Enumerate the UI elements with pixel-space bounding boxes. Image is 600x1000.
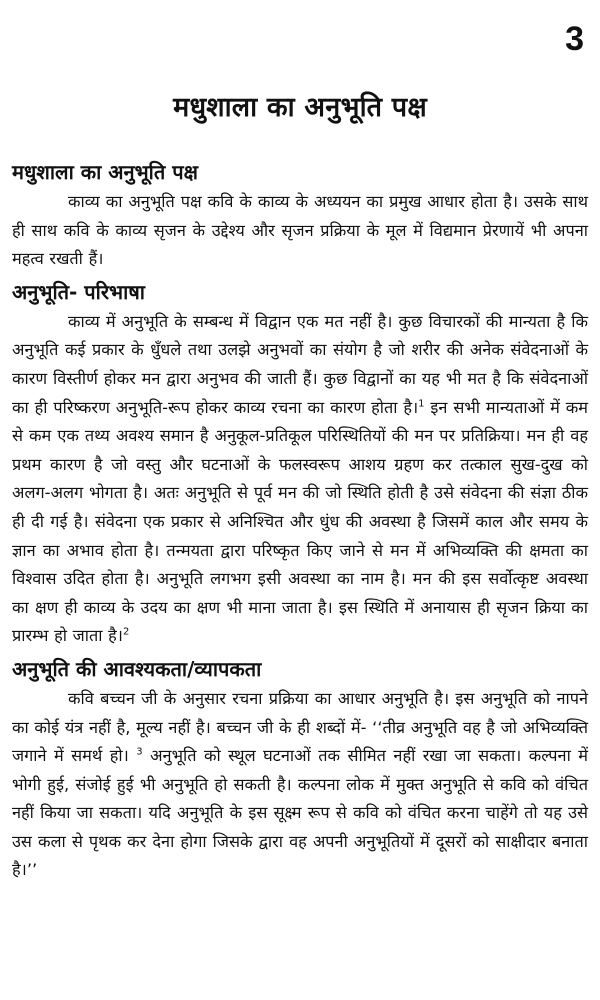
paragraph-text: अनुभूति को स्थूल घटनाओं तक सीमित नहीं रखा जा सकता। कल्पना में भोगी हुई, संजोई हुई भी अनुभूति हो सकती है। कल्पना लोक में मुक्त अनुभूति से कवि को वंचित नहीं किया जा सकता। यदि अनुभूति के इस सूक्ष्म रूप से कवि को वंचित करना चाहेंगे तो यह उसे उस कला से पृथक कर देना होगा जिसके द्वारा वह अपनी अनुभूतियों में दूसरों को साक्षीदार बनाता है।’’	[12, 746, 588, 880]
footnote-marker: 1	[418, 398, 425, 410]
footnote-marker: 2	[122, 626, 130, 638]
section-anubhuti-paribhasha	[12, 278, 588, 651]
page-content	[12, 158, 588, 889]
paragraph-text: कवि बच्चन जी के अनुसार रचना प्रक्रिया का आधार अनुभूति है। इस अनुभूति को नापने का कोई यंत्र नहीं है, मूल्य नहीं है। बच्चन जी के ही शब्दों में- ‘‘तीव्र अनुभूति वह है जो अभिव्यक्ति जगाने में समर्थ हो।	[12, 688, 588, 766]
section-heading: मधुशाला का अनुभूति पक्ष	[12, 160, 198, 184]
section-heading: अनुभूति की आवश्यकता/व्यापकता	[12, 656, 262, 681]
paragraph	[12, 308, 588, 651]
section-heading: अनुभूति- परिभाषा	[12, 279, 145, 304]
chapter-title: मधुशाला का अनुभूति पक्ष	[173, 92, 427, 123]
paragraph	[12, 685, 588, 885]
paragraph-text: काव्य में अनुभूति के सम्बन्ध में विद्वान एक मत नहीं है। कुछ विचारकों की मान्यता है कि अनुभूति कई प्रकार के धुँधले तथा उलझे अनुभवों का संयोग है जो शरीर की अनेक संवेदनाओं के कारण विस्तीर्ण होकर मन द्वारा अनुभव की जाती हैं। कुछ विद्वानों का यह भी मत है कि संवेदनाओं का ही परिष्करण अनुभूति-रूप होकर काव्य रचना का कारण होता है।	[12, 311, 588, 417]
section-madhushala-anubhuti	[12, 158, 588, 274]
paragraph: काव्य का अनुभूति पक्ष कवि के काव्य के अध्ययन का प्रमुख आधार होता है। उसके साथ ही साथ कवि के काव्य सृजन के उद्देश्य और सृजन प्रक्रिया के मूल में विद्यमान प्रेरणायें भी अपना महत्व रखती हैं।	[12, 192, 588, 269]
paragraph-text: इन सभी मान्यताओं में कम से कम एक तथ्य अवश्य समान है अनुकूल-प्रतिकूल परिस्थितियों की मन पर प्रतिक्रिया। मन ही वह प्रथम कारण है जो वस्तु और घटनाओं के फलस्वरूप आशय ग्रहण कर तत्काल सुख-दुख को अलग-अलग भोगता है। अतः अनुभूति से पूर्व मन की जो स्थिति होती है उसे संवेदना की संज्ञा ठीक ही दी गई है। संवेदना एक प्रकार से अनिश्चित और धुंध की अवस्था है जिसमें काल और समय के ज्ञान का अभाव होता है। तन्मयता द्वारा परिष्कृत किए जाने से मन में अभिव्यक्ति की क्षमता का विश्वास उदित होता है। अनुभूति लगभग इसी अवस्था का नाम है। मन की इस सर्वोत्कृष्ट अवस्था का क्षण ही काव्य के उदय का क्षण भी माना जाता है। इस स्थिति में अनायास ही सृजन क्रिया का प्रारम्भ हो जाता है।	[12, 397, 588, 646]
footnote-marker: 3	[136, 746, 143, 758]
page-number: 3	[565, 20, 584, 58]
section-anubhuti-avashyakta	[12, 655, 588, 885]
